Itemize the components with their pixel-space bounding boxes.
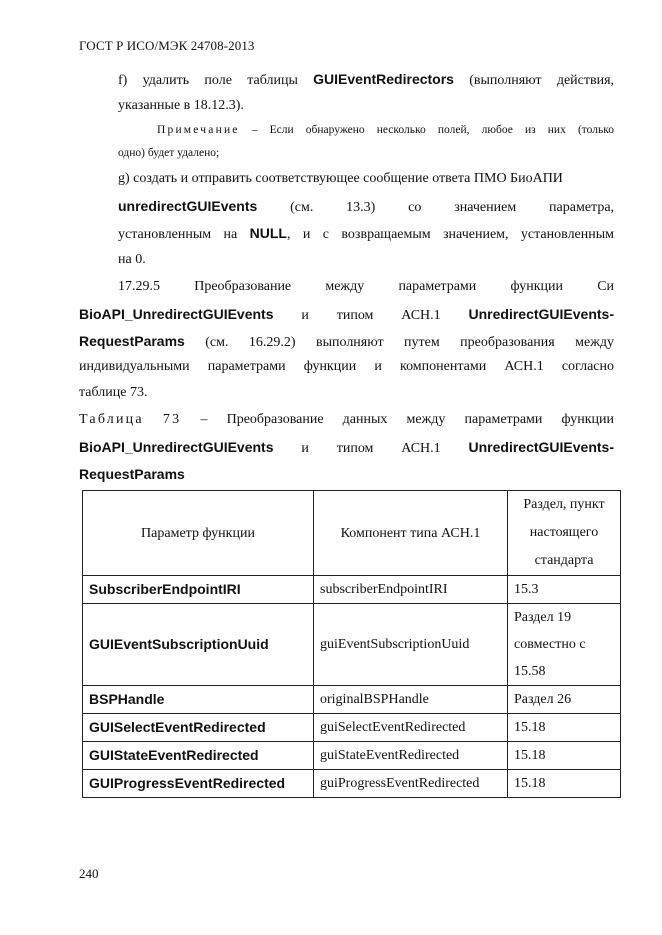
table-header-row [83, 491, 621, 576]
cell-component: guiProgressEventRedirected [314, 770, 508, 798]
cell-component: guiSelectEventRedirected [314, 714, 508, 742]
cell-param: GUIEventSubscriptionUuid [83, 604, 314, 686]
cell-component: subscriberEndpointIRI [314, 576, 508, 604]
header-cell-component: Компонент типа АСН.1 [314, 491, 508, 576]
cell-param: BSPHandle [83, 686, 314, 714]
item-f-bold: GUIEventRedirectors [313, 71, 454, 87]
cell-section: 15.18 [508, 770, 621, 798]
table-row [83, 770, 621, 798]
note-label: Примечание [157, 124, 240, 136]
table-row [83, 604, 621, 686]
note-line2: одно) будет удалено; [118, 147, 220, 159]
table-caption-label: Таблица [79, 412, 144, 427]
table-caption-number: 73 [162, 412, 182, 427]
table-caption-line3: RequestParams [79, 466, 185, 482]
para-1729-line4: индивидуальными параметрами функции и компонентами АСН.1 согласно [79, 359, 614, 374]
table-row [83, 576, 621, 604]
cell-component: guiStateEventRedirected [314, 742, 508, 770]
cell-param: GUISelectEventRedirected [83, 714, 314, 742]
header-cell-section: Раздел, пункт настоящего стандарта [508, 491, 621, 576]
page-number: 240 [79, 866, 99, 881]
para-1729-line5: таблице 73. [79, 385, 148, 400]
para-1729-line1: 17.29.5 Преобразование между параметрами функции Си [118, 279, 615, 294]
header-cell-param: Параметр функции [83, 491, 314, 576]
item-g-line2: unredirectGUIEvents (см. 13.3) со значением параметра, [118, 198, 615, 215]
table-row [83, 714, 621, 742]
note-line1: Примечание – Если обнаружено несколько полей, любое из них (только [157, 124, 614, 136]
table-row [83, 686, 621, 714]
cell-component: originalBSPHandle [314, 686, 508, 714]
item-g-line1: g) создать и отправить соответствующее сообщение ответа ПМО БиоАПИ [118, 171, 563, 186]
item-f-line2: указанные в 18.12.3). [118, 98, 244, 113]
document-header: ГОСТ Р ИСО/МЭК 24708-2013 [79, 38, 255, 53]
cell-section: Раздел 26 [508, 686, 621, 714]
conversion-table [82, 490, 621, 798]
table-row [83, 742, 621, 770]
cell-section: Раздел 19 совместно с 15.58 [508, 604, 621, 686]
cell-section: 15.3 [508, 576, 621, 604]
cell-param: GUIStateEventRedirected [83, 742, 314, 770]
item-f-line1: f) удалить поле таблицы GUIEventRedirectors (выполняют действия, [118, 71, 615, 88]
item-g-line4: на 0. [118, 252, 146, 267]
cell-param: GUIProgressEventRedirected [83, 770, 314, 798]
cell-section: 15.18 [508, 742, 621, 770]
cell-component: guiEventSubscriptionUuid [314, 604, 508, 686]
para-1729-line3: RequestParams (см. 16.29.2) выполняют путем преобразования между [79, 333, 614, 350]
cell-section: 15.18 [508, 714, 621, 742]
cell-param: SubscriberEndpointIRI [83, 576, 314, 604]
para-1729-line2: BioAPI_UnredirectGUIEvents и типом АСН.1 UnredirectGUIEvents- [79, 306, 614, 323]
table-caption-line1: Таблица 73 – Преобразование данных между параметрами функции [79, 412, 615, 427]
item-g-line3: установленным на NULL, и с возвращаемым значением, установленным [118, 225, 615, 242]
table-caption-line2: BioAPI_UnredirectGUIEvents и типом АСН.1 UnredirectGUIEvents- [79, 439, 614, 456]
